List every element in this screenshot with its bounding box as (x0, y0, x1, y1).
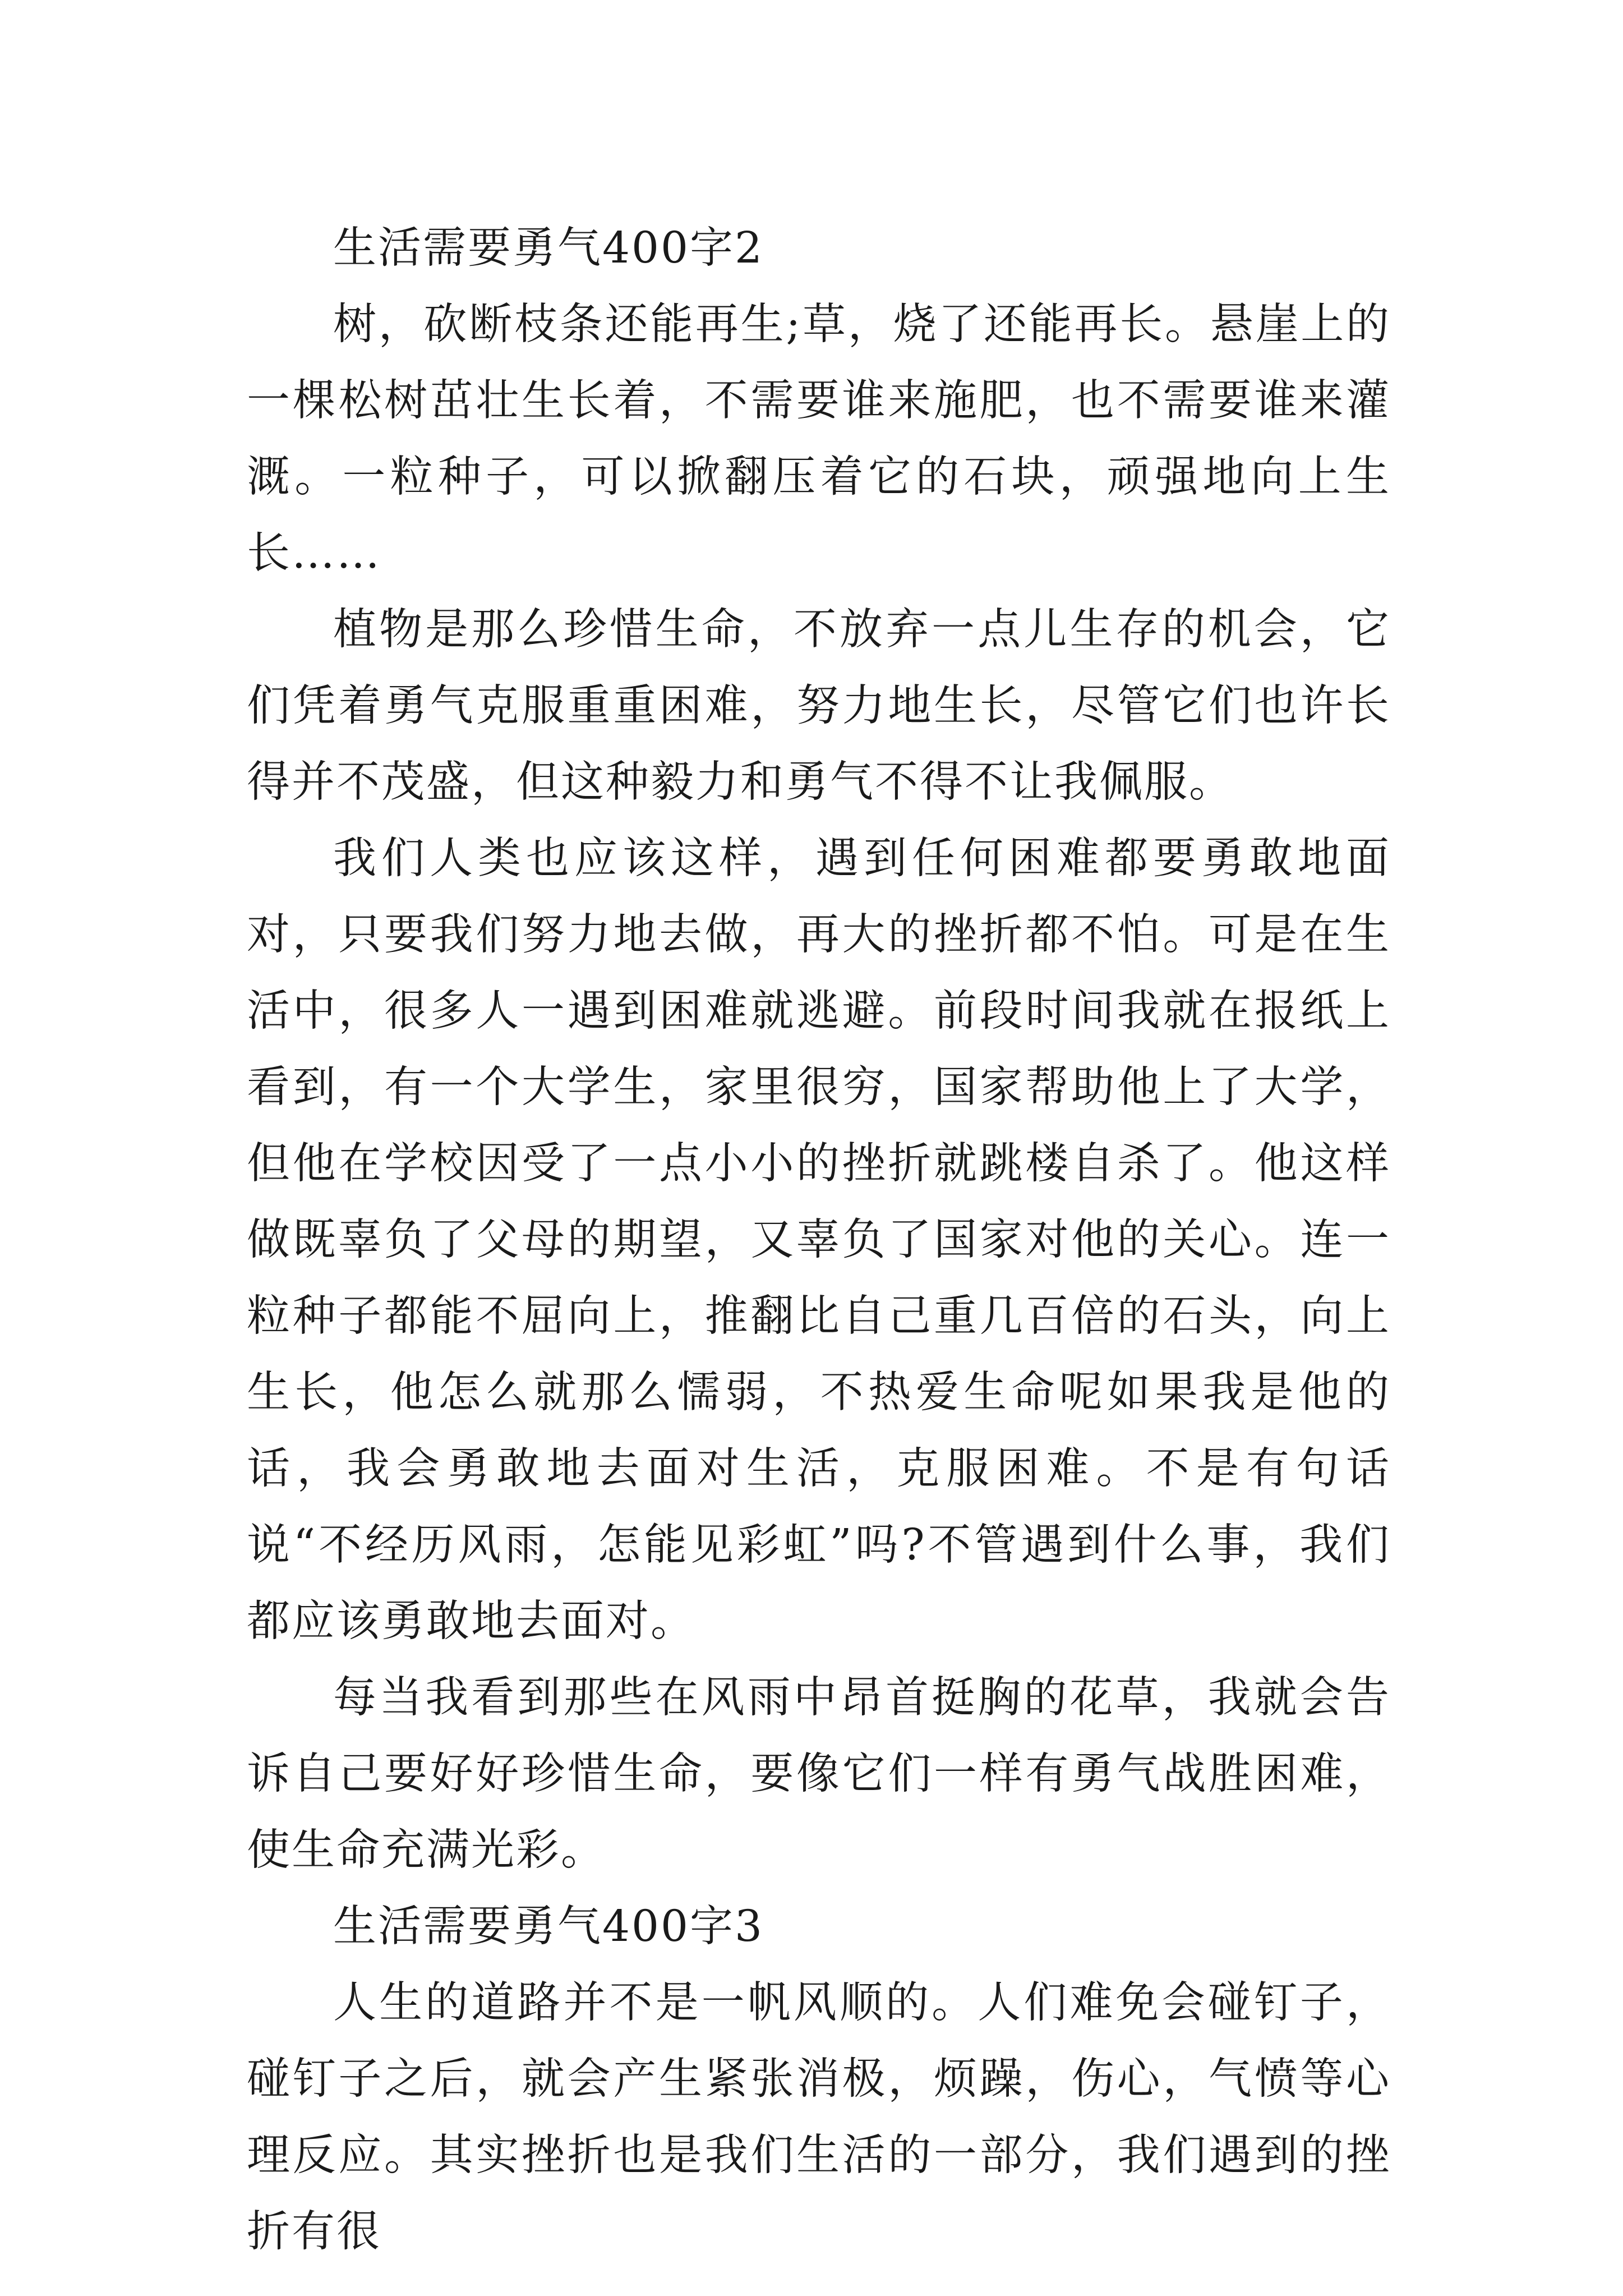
paragraph: 植物是那么珍惜生命，不放弃一点儿生存的机会，它们凭着勇气克服重重困难，努力地生长，尽管它们也许长得并不茂盛，但这种毅力和勇气不得不让我佩服。 (247, 605, 1391, 807)
section-heading: 生活需要勇气400字3 (333, 1902, 764, 1952)
document-body (247, 210, 1391, 2270)
paragraph: 每当我看到那些在风雨中昂首挺胸的花草，我就会告诉自己要好好珍惜生命，要像它们一样有勇气战胜困难，使生命充满光彩。 (247, 1673, 1391, 1875)
section-heading: 生活需要勇气400字2 (333, 223, 764, 273)
paragraph: 我们人类也应该这样，遇到任何困难都要勇敢地面对，只要我们努力地去做，再大的挫折都不怕。可是在生活中，很多人一遇到困难就逃避。前段时间我就在报纸上看到，有一个大学生，家里很穷，国家帮助他上了大学，但他在学校因受了一点小小的挫折就跳楼自杀了。他这样做既辜负了父母的期望，又辜负了国家对他的关心。连一粒种子都能不屈向上，推翻比自己重几百倍的石头，向上生长，他怎么就那么懦弱，不热爱生命呢如果我是他的话，我会勇敢地去面对生活，克服困难。不是有句话说“不经历风雨，怎能见彩虹”吗?不管遇到什么事，我们都应该勇敢地去面对。 (247, 834, 1391, 1646)
paragraph: 树，砍断枝条还能再生;草，烧了还能再长。悬崖上的一棵松树茁壮生长着，不需要谁来施肥，也不需要谁来灌溉。一粒种子，可以掀翻压着它的石块，顽强地向上生长…… (247, 300, 1391, 578)
paragraph: 人生的道路并不是一帆风顺的。人们难免会碰钉子，碰钉子之后，就会产生紧张消极，烦躁，伤心，气愤等心理反应。其实挫折也是我们生活的一部分，我们遇到的挫折有很 (247, 1978, 1391, 2257)
